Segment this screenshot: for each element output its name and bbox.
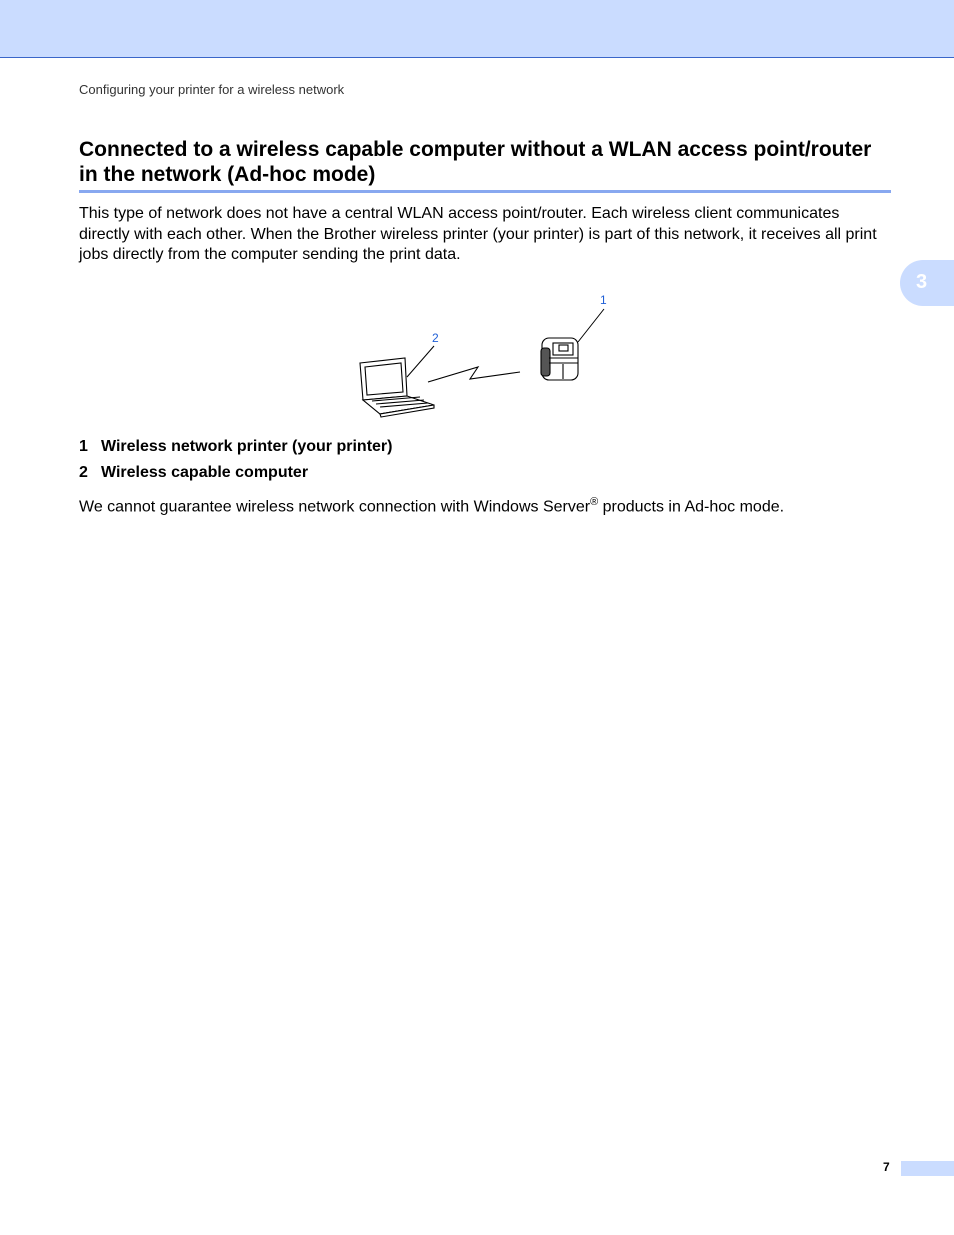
legend-number: 1 [79, 438, 88, 455]
registered-mark: ® [590, 496, 599, 508]
legend-label: Wireless network printer (your printer) [101, 438, 393, 455]
running-head: Configuring your printer for a wireless network [79, 82, 345, 97]
wireless-link [428, 367, 520, 382]
printer-icon [541, 338, 578, 380]
note-text: We cannot guarantee wireless network connection with Windows Server [79, 498, 591, 516]
legend-number: 2 [79, 464, 88, 481]
ad-hoc-diagram [350, 288, 610, 423]
page-number: 7 [883, 1160, 890, 1174]
section-title: Connected to a wireless capable computer without a WLAN access point/router in the network (Ad-hoc mode) [79, 138, 872, 186]
legend-item [79, 438, 392, 456]
laptop-icon [360, 358, 434, 417]
chapter-tab [900, 260, 954, 306]
note-text-end: products in Ad-hoc mode. [598, 498, 785, 516]
footer-band [901, 1161, 954, 1176]
body-paragraph: This type of network does not have a central WLAN access point/router. Each wireless client communicates directly with each other. When the Brother wireless printer (your printer) is part of this network, it receives all print jobs directly from the computer sending the print data. [79, 205, 877, 263]
callout-2: 2 [432, 331, 439, 345]
legend-label: Wireless capable computer [101, 464, 309, 481]
header-band [0, 0, 954, 58]
legend-item [79, 464, 308, 482]
chapter-number: 3 [916, 271, 928, 293]
title-rule [79, 190, 891, 193]
compatibility-note [79, 496, 784, 516]
callout-1: 1 [600, 293, 607, 307]
